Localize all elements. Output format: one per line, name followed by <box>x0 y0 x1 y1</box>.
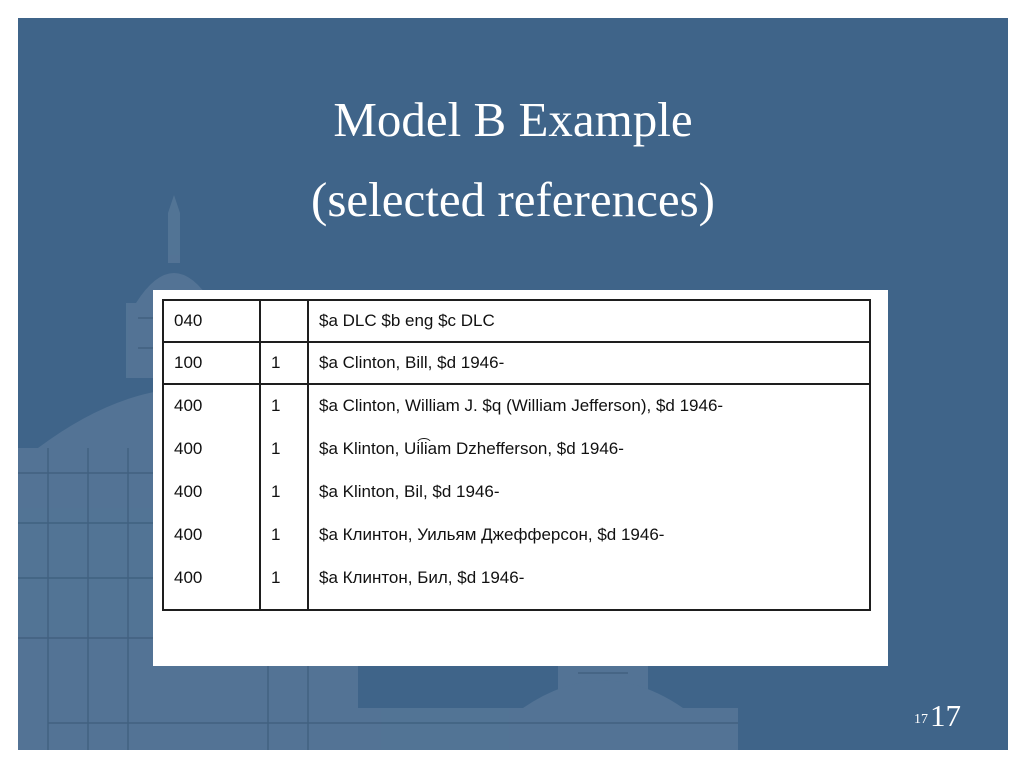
reference-tag: 400 <box>174 439 203 458</box>
marc-record-table <box>162 299 871 611</box>
reference-field: $a Clinton, William J. $q (William Jefferson), $d 1946- <box>319 396 724 415</box>
reference-tag: 400 <box>174 482 203 501</box>
reference-indicator: 1 <box>271 482 281 501</box>
reference-indicator: 1 <box>271 525 281 544</box>
table-row <box>163 300 870 342</box>
references-block <box>163 384 870 610</box>
reference-indicators <box>260 384 308 610</box>
reference-field: $a Клинтон, Уильям Джефферсон, $d 1946- <box>319 525 665 544</box>
field-indicator <box>260 300 308 342</box>
slide-number-small: 17 <box>914 712 928 727</box>
field-indicator: 1 <box>260 342 308 384</box>
slide-title <box>18 80 1008 240</box>
reference-tag: 400 <box>174 396 203 415</box>
reference-field: $a Klinton, Bil, $d 1946- <box>319 482 500 501</box>
table-row <box>163 342 870 384</box>
marc-record-image <box>153 290 888 666</box>
reference-field: $a Клинтон, Бил, $d 1946- <box>319 568 525 587</box>
reference-field: $a Klinton, Uil͡iam Dzhefferson, $d 1946- <box>319 439 624 458</box>
field-tag: 100 <box>163 342 260 384</box>
reference-indicator: 1 <box>271 396 281 415</box>
reference-fields <box>308 384 870 610</box>
reference-tags <box>163 384 260 610</box>
field-content: $a DLC $b eng $c DLC <box>308 300 870 342</box>
slide <box>18 18 1008 750</box>
reference-indicator: 1 <box>271 568 281 587</box>
title-line-1: Model B Example <box>333 92 693 147</box>
slide-number: 17 <box>930 698 961 733</box>
reference-tag: 400 <box>174 525 203 544</box>
field-content: $a Clinton, Bill, $d 1946- <box>308 342 870 384</box>
reference-tag: 400 <box>174 568 203 587</box>
field-tag: 040 <box>163 300 260 342</box>
reference-indicator: 1 <box>271 439 281 458</box>
title-line-2: (selected references) <box>311 172 715 227</box>
